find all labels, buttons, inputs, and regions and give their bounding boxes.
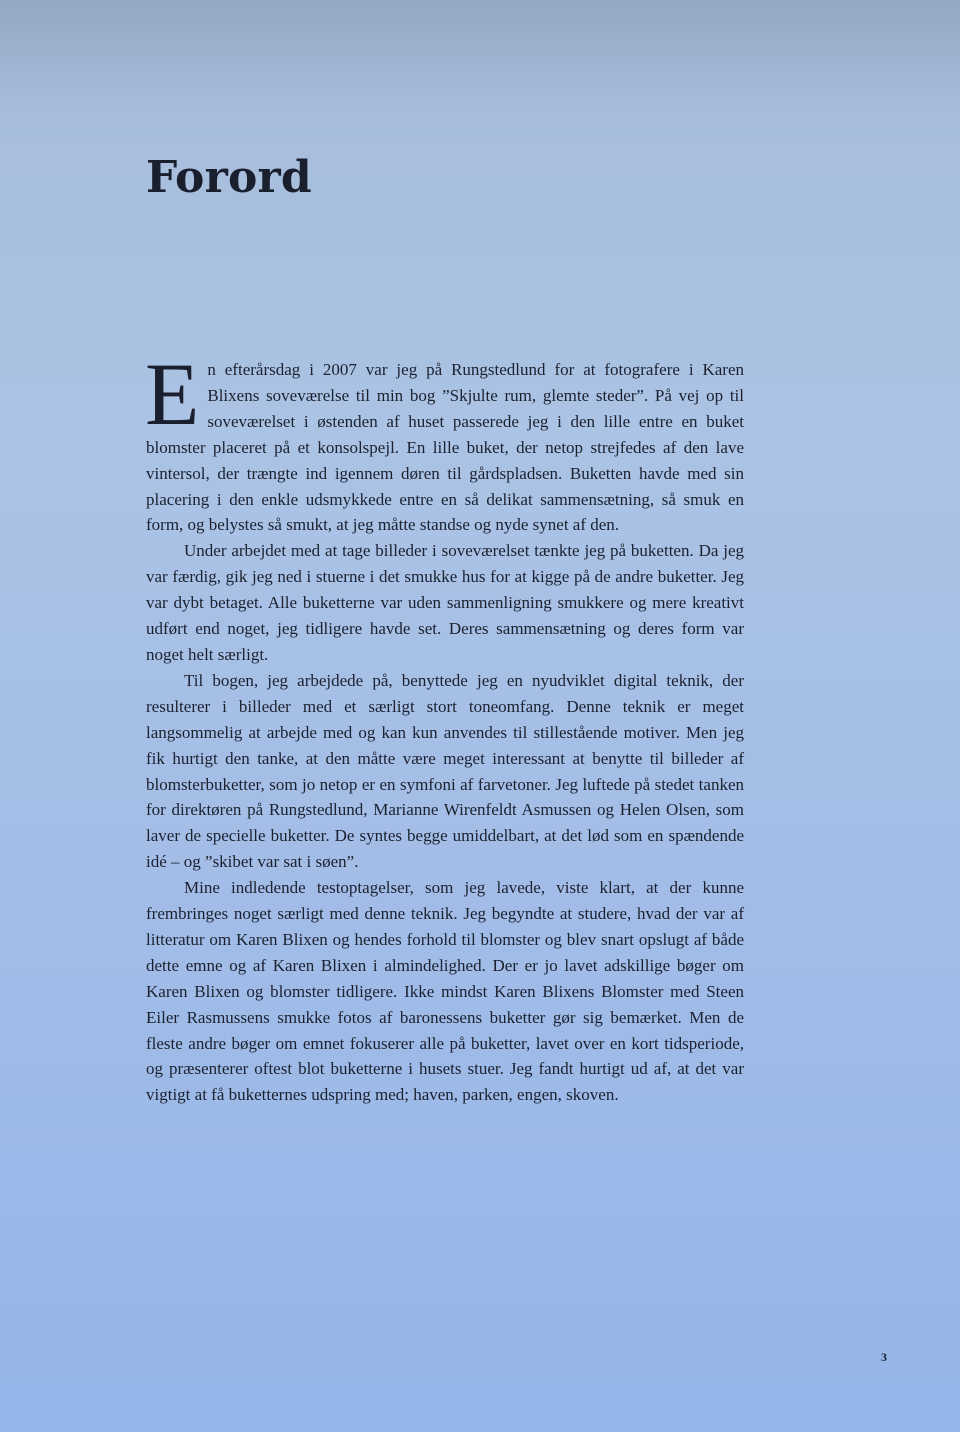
page-title: Forord	[146, 152, 312, 203]
drop-cap: E	[145, 346, 200, 444]
paragraph-1-text: n efterårsdag i 2007 var jeg på Rungstedlund for at fotografere i Karen Blixens soveværelse til min bog ”Skjulte rum, glemte steder”. På vej op til soveværelset i østenden af huset passerede jeg i den lille entre en buket blomster placeret på et konsolspejl. En lille buket, der netop strejfedes af den lave vintersol, der trængte ind igennem døren til gårdspladsen. Buketten havde med sin placering i den enkle udsmykkede entre en så delikat sammensætning, så smuk en form, og belystes så smukt, at jeg måtte standse og nyde synet af den.	[146, 360, 744, 535]
paragraph-3: Til bogen, jeg arbejdede på, benyttede jeg en nyudviklet digital teknik, der resulterer i billeder med et særligt stort toneomfang. Denne teknik er meget langsommelig at arbejde med og kan kun anvendes til stillestående motiver. Men jeg fik hurtigt den tanke, at den måtte være meget interessant at benytte til billeder af blomsterbuketter, som jo netop er en symfoni af farvetoner. Jeg luftede på stedet tanken for direktøren på Rungstedlund, Marianne Wirenfeldt Asmussen og Helen Olsen, som laver de specielle buketter. De syntes begge umiddelbart, at det lød som en spændende idé – og ”skibet var sat i søen”.	[146, 670, 744, 872]
page-number: 3	[881, 1350, 887, 1364]
body-text	[145, 346, 744, 1108]
paragraph-2: Under arbejdet med at tage billeder i soveværelset tænkte jeg på buketten. Da jeg var færdig, gik jeg ned i stuerne i det smukke hus for at kigge på de andre buketter. Jeg var dybt betaget. Alle buketterne var uden sammenligning smukkere og mere kreativt udført end noget, jeg tidligere havde set. Deres sammensætning og deres form var noget helt særligt.	[146, 541, 744, 664]
paragraph-1	[145, 346, 744, 538]
paragraph-4: Mine indledende testoptagelser, som jeg lavede, viste klart, at der kunne frembringes noget særligt med denne teknik. Jeg begyndte at studere, hvad der var af litteratur om Karen Blixen og hendes forhold til blomster og blev snart opslugt af både dette emne og af Karen Blixen i almindelighed. Der er jo lavet adskillige bøger om Karen Blixen og blomster tidligere. Ikke mindst Karen Blixens Blomster med Steen Eiler Rasmussens smukke fotos af baronessens buketter gør sig bemærket. Men de fleste andre bøger om emnet fokuserer alle på buketter, lavet over en kort tidsperiode, og præsenterer oftest blot buketterne i husets stuer. Jeg fandt hurtigt ud af, at det var vigtigt at få buketternes udspring med; haven, parken, engen, skoven.	[146, 878, 744, 1105]
